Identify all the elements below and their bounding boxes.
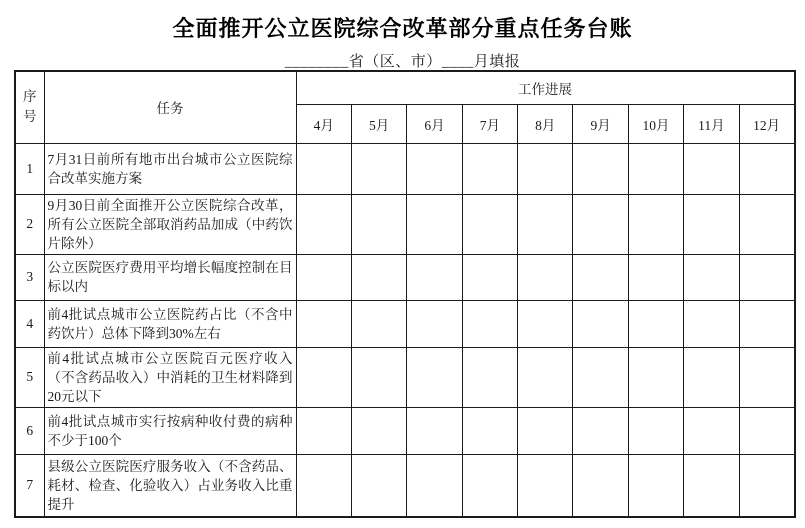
col-header-month-7: 7月 (462, 104, 517, 143)
progress-cell[interactable] (407, 407, 462, 454)
row-index: 5 (15, 347, 44, 407)
province-blank-field[interactable]: ________ (284, 54, 349, 70)
progress-cell[interactable] (296, 143, 351, 194)
progress-cell[interactable] (296, 454, 351, 517)
table-row (15, 454, 795, 517)
progress-cell[interactable] (573, 300, 628, 347)
progress-cell[interactable] (296, 407, 351, 454)
progress-cell[interactable] (407, 194, 462, 254)
progress-cell[interactable] (407, 254, 462, 300)
progress-cell[interactable] (407, 300, 462, 347)
progress-cell[interactable] (462, 254, 517, 300)
progress-cell[interactable] (462, 143, 517, 194)
progress-cell[interactable] (739, 300, 794, 347)
subtitle-suffix: 月填报 (473, 54, 521, 70)
progress-cell[interactable] (628, 407, 683, 454)
progress-cell[interactable] (573, 407, 628, 454)
progress-cell[interactable] (351, 454, 406, 517)
progress-cell[interactable] (351, 254, 406, 300)
progress-cell[interactable] (462, 347, 517, 407)
progress-cell[interactable] (296, 194, 351, 254)
progress-cell[interactable] (684, 143, 739, 194)
progress-cell[interactable] (739, 407, 794, 454)
col-header-index: 序号 (15, 71, 44, 143)
subtitle (0, 43, 805, 71)
progress-cell[interactable] (628, 254, 683, 300)
progress-cell[interactable] (628, 143, 683, 194)
progress-cell[interactable] (684, 300, 739, 347)
progress-cell[interactable] (518, 300, 573, 347)
progress-cell[interactable] (296, 254, 351, 300)
table-row (15, 254, 795, 300)
progress-cell[interactable] (462, 407, 517, 454)
progress-cell[interactable] (296, 347, 351, 407)
progress-cell[interactable] (684, 347, 739, 407)
progress-cell[interactable] (684, 254, 739, 300)
progress-cell[interactable] (407, 143, 462, 194)
col-header-month-9: 9月 (573, 104, 628, 143)
table-row (15, 347, 795, 407)
progress-cell[interactable] (739, 454, 794, 517)
progress-cell[interactable] (518, 194, 573, 254)
progress-cell[interactable] (628, 454, 683, 517)
col-header-month-8: 8月 (518, 104, 573, 143)
col-header-task: 任务 (44, 71, 296, 143)
progress-cell[interactable] (462, 454, 517, 517)
progress-cell[interactable] (628, 300, 683, 347)
task-text: 前4批试点城市公立医院百元医疗收入（不含药品收入）中消耗的卫生材料降到20元以下 (44, 347, 296, 407)
progress-cell[interactable] (739, 194, 794, 254)
table-row (15, 194, 795, 254)
page-title: 全面推开公立医院综合改革部分重点任务台账 (172, 16, 633, 41)
col-header-month-10: 10月 (628, 104, 683, 143)
task-text: 前4批试点城市公立医院药占比（不含中药饮片）总体下降到30%左右 (44, 300, 296, 347)
progress-cell[interactable] (351, 407, 406, 454)
row-index: 6 (15, 407, 44, 454)
task-text: 7月31日前所有地市出台城市公立医院综合改革实施方案 (44, 143, 296, 194)
col-header-month-12: 12月 (739, 104, 794, 143)
progress-cell[interactable] (407, 454, 462, 517)
progress-cell[interactable] (573, 143, 628, 194)
row-index: 2 (15, 194, 44, 254)
progress-cell[interactable] (351, 194, 406, 254)
task-text: 公立医院医疗费用平均增长幅度控制在目标以内 (44, 254, 296, 300)
progress-cell[interactable] (518, 254, 573, 300)
progress-cell[interactable] (628, 347, 683, 407)
row-index: 7 (15, 454, 44, 517)
progress-cell[interactable] (684, 194, 739, 254)
month-blank-field[interactable]: ____ (441, 54, 474, 70)
progress-cell[interactable] (684, 407, 739, 454)
row-index: 4 (15, 300, 44, 347)
progress-cell[interactable] (518, 347, 573, 407)
progress-cell[interactable] (518, 407, 573, 454)
col-header-month-5: 5月 (351, 104, 406, 143)
task-text: 前4批试点城市实行按病种收付费的病种不少于100个 (44, 407, 296, 454)
col-header-month-6: 6月 (407, 104, 462, 143)
progress-cell[interactable] (351, 143, 406, 194)
progress-cell[interactable] (518, 454, 573, 517)
progress-cell[interactable] (462, 300, 517, 347)
table-row (15, 300, 795, 347)
province-label: 省（区、市） (348, 54, 442, 70)
progress-cell[interactable] (518, 143, 573, 194)
progress-cell[interactable] (296, 300, 351, 347)
task-text: 9月30日前全面推开公立医院综合改革，所有公立医院全部取消药品加成（中药饮片除外） (44, 194, 296, 254)
progress-cell[interactable] (573, 347, 628, 407)
progress-cell[interactable] (628, 194, 683, 254)
progress-cell[interactable] (462, 194, 517, 254)
progress-cell[interactable] (573, 194, 628, 254)
task-ledger-table (14, 70, 796, 518)
progress-cell[interactable] (684, 454, 739, 517)
col-header-month-4: 4月 (296, 104, 351, 143)
col-header-month-11: 11月 (684, 104, 739, 143)
table-row (15, 143, 795, 194)
col-header-progress: 工作进展 (296, 71, 795, 104)
table-row (15, 407, 795, 454)
progress-cell[interactable] (351, 300, 406, 347)
progress-cell[interactable] (739, 254, 794, 300)
progress-cell[interactable] (573, 254, 628, 300)
progress-cell[interactable] (739, 347, 794, 407)
row-index: 1 (15, 143, 44, 194)
progress-cell[interactable] (351, 347, 406, 407)
progress-cell[interactable] (407, 347, 462, 407)
progress-cell[interactable] (739, 143, 794, 194)
progress-cell[interactable] (573, 454, 628, 517)
task-text: 县级公立医院医疗服务收入（不含药品、耗材、检查、化验收入）占业务收入比重提升 (44, 454, 296, 517)
row-index: 3 (15, 254, 44, 300)
